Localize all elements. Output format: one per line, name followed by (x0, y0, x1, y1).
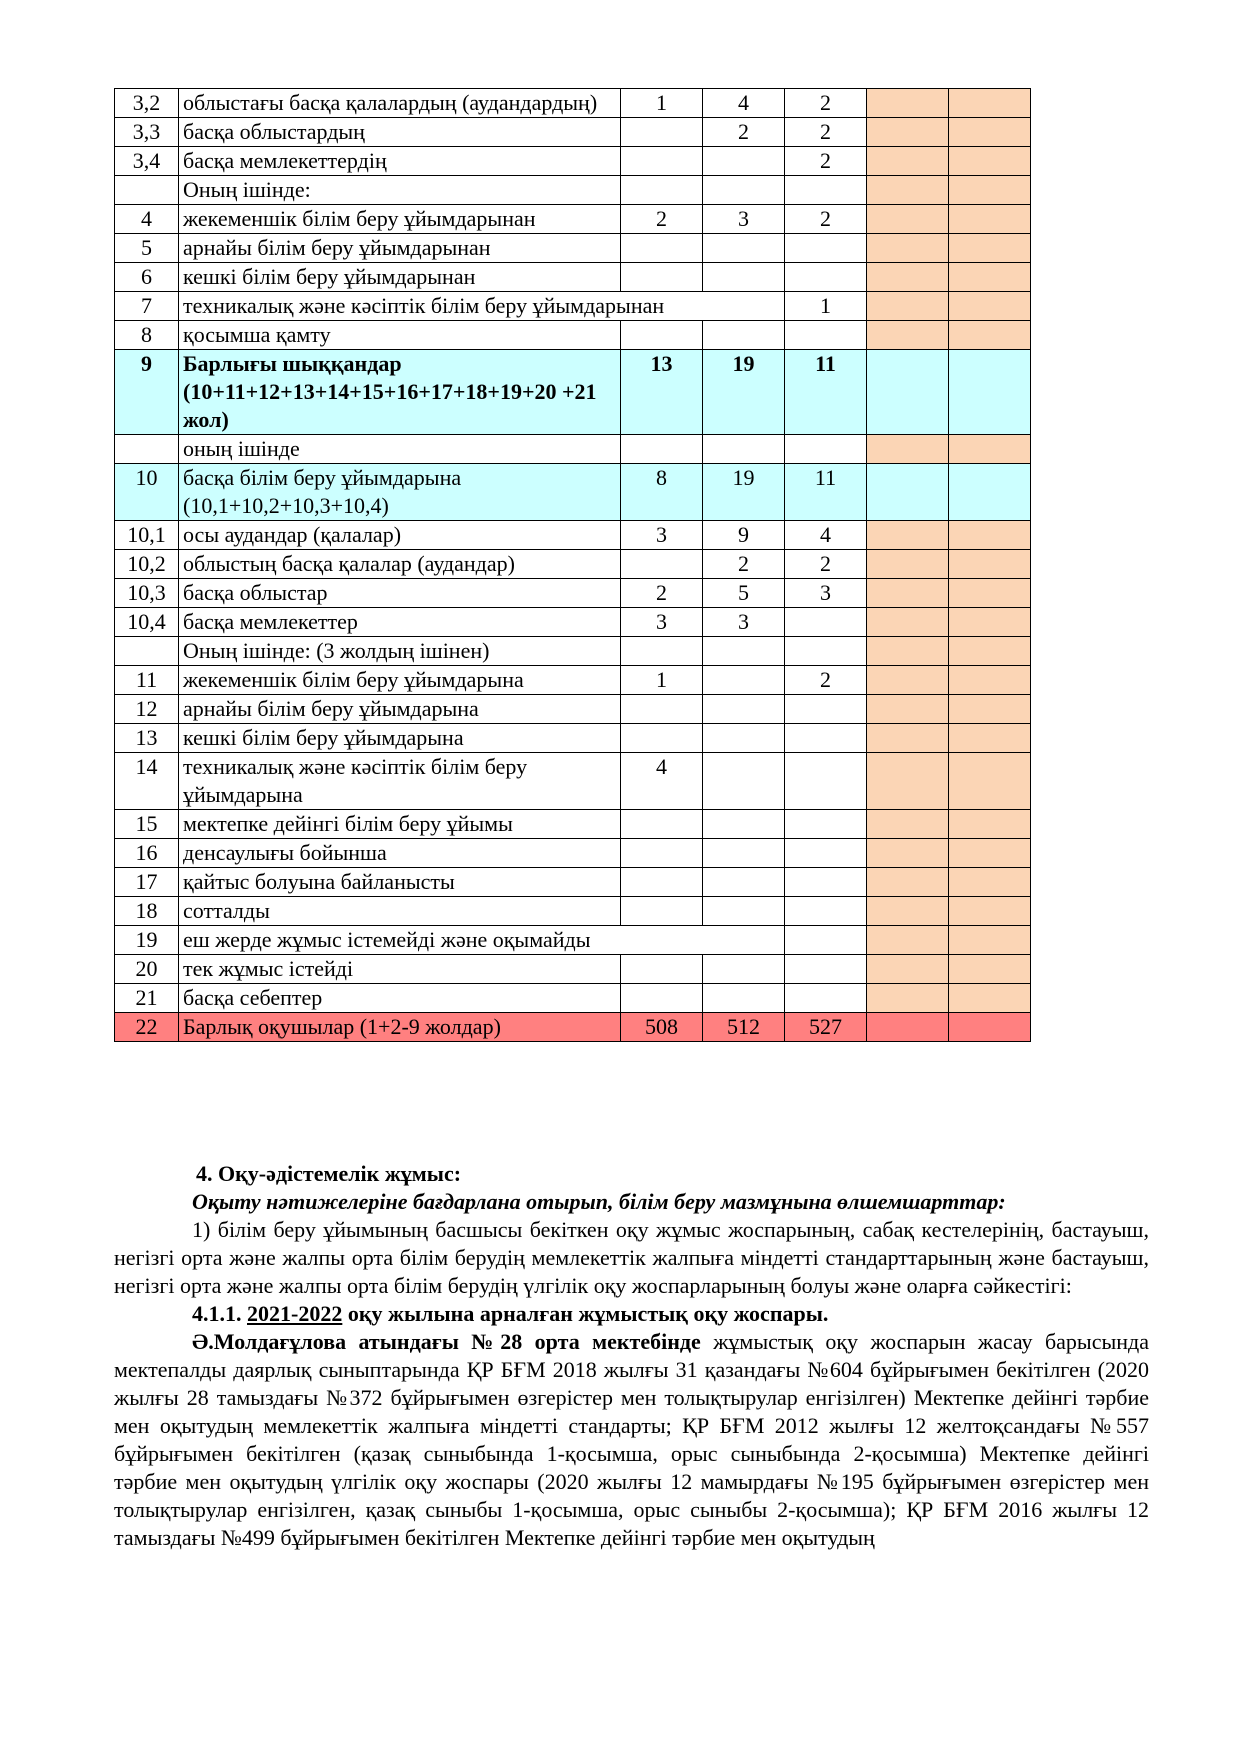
row-number-cell (115, 637, 179, 666)
value-cell-1: 8 (621, 464, 703, 521)
value-cell-3 (785, 897, 867, 926)
table-row (115, 550, 1031, 579)
value-cell-2 (703, 176, 785, 205)
row-number-cell: 11 (115, 666, 179, 695)
extra-cell-1 (867, 753, 949, 810)
value-cell-3 (785, 955, 867, 984)
value-cell-3: 1 (785, 292, 867, 321)
value-cell-2 (703, 810, 785, 839)
table-row (115, 810, 1031, 839)
extra-cell-2 (949, 321, 1031, 350)
table-row (115, 1013, 1031, 1042)
value-cell-3 (785, 321, 867, 350)
extra-cell-1 (867, 292, 949, 321)
extra-cell-2 (949, 897, 1031, 926)
value-cell-1 (621, 955, 703, 984)
section-heading-4: 4. Оқу-әдістемелік жұмыс: (196, 1161, 462, 1186)
extra-cell-2 (949, 926, 1031, 955)
extra-cell-1 (867, 868, 949, 897)
value-cell-2: 9 (703, 521, 785, 550)
value-cell-2 (703, 637, 785, 666)
row-number-cell: 10,3 (115, 579, 179, 608)
row-label-cell: Барлық оқушылар (1+2-9 жолдар) (179, 1013, 621, 1042)
value-cell-2 (703, 984, 785, 1013)
extra-cell-2 (949, 637, 1031, 666)
extra-cell-2 (949, 234, 1031, 263)
extra-cell-2 (949, 810, 1031, 839)
value-cell-2: 5 (703, 579, 785, 608)
extra-cell-2 (949, 579, 1031, 608)
value-cell-1 (621, 321, 703, 350)
extra-cell-2 (949, 435, 1031, 464)
heading-rest: оқу жылына арналған жұмыстық оқу жоспары. (342, 1301, 829, 1326)
value-cell-1 (621, 118, 703, 147)
row-number-cell: 15 (115, 810, 179, 839)
extra-cell-1 (867, 464, 949, 521)
row-label-cell: еш жерде жұмыс істемейді және оқымайды (179, 926, 785, 955)
value-cell-1: 2 (621, 205, 703, 234)
extra-cell-2 (949, 89, 1031, 118)
value-cell-2 (703, 868, 785, 897)
value-cell-2 (703, 234, 785, 263)
row-number-cell (115, 176, 179, 205)
value-cell-1: 508 (621, 1013, 703, 1042)
heading-number: 4.1.1. (192, 1301, 247, 1326)
row-number-cell (115, 435, 179, 464)
row-number-cell: 4 (115, 205, 179, 234)
extra-cell-2 (949, 608, 1031, 637)
extra-cell-2 (949, 464, 1031, 521)
row-number-cell: 6 (115, 263, 179, 292)
row-label-cell: басқа облыстардың (179, 118, 621, 147)
value-cell-1 (621, 637, 703, 666)
value-cell-3 (785, 926, 867, 955)
row-label-cell: жекеменшік білім беру ұйымдарына (179, 666, 621, 695)
value-cell-2 (703, 839, 785, 868)
extra-cell-2 (949, 666, 1031, 695)
table-row (115, 118, 1031, 147)
row-number-cell: 17 (115, 868, 179, 897)
value-cell-1: 1 (621, 89, 703, 118)
row-number-cell: 12 (115, 695, 179, 724)
extra-cell-1 (867, 550, 949, 579)
value-cell-1 (621, 839, 703, 868)
value-cell-3 (785, 637, 867, 666)
extra-cell-1 (867, 321, 949, 350)
value-cell-3 (785, 753, 867, 810)
row-label-cell: Оның ішінде: (3 жолдың ішінен) (179, 637, 621, 666)
table-row (115, 868, 1031, 897)
table-row (115, 839, 1031, 868)
value-cell-2: 3 (703, 205, 785, 234)
value-cell-1 (621, 550, 703, 579)
value-cell-3 (785, 724, 867, 753)
paragraph-2-text: жұмыстық оқу жоспарын жасау барысында мектепалды даярлық сыныптарында ҚР БҒМ 2018 жылғы 31 қазандағы №604 бұйрығымен бекітілген (2020 жылғы 28 тамыздағы №372 бұйрығымен өзгерістер мен толықтырулар енгізілген) Мектепке дейінгі тәрбие мен оқытудың мемлекеттік жалпыға міндетті стандарты; ҚР БҒМ 2012 жылғы 12 желтоқсандағы №557 бұйрығымен бекітілген (қазақ сыныбында 1-қосымша, орыс сыныбында 2-қосымша) Мектепке дейінгі тәрбие мен оқытудың үлгілік оқу жоспары (2020 жылғы 12 мамырдағы №195 бұйрығымен өзгерістер мен толықтырулар енгізілген, қазақ сыныбы 1-қосымша, орыс сыныбы 2-қосымша); ҚР БҒМ 2016 жылғы 12 тамыздағы №499 бұйрығымен бекітілген Мектепке дейінгі тәрбие мен оқытудың (114, 1329, 1149, 1550)
row-label-cell: облыстың басқа қалалар (аудандар) (179, 550, 621, 579)
row-label-cell: басқа мемлекеттердің (179, 147, 621, 176)
extra-cell-2 (949, 839, 1031, 868)
extra-cell-2 (949, 263, 1031, 292)
table-body (115, 89, 1031, 1042)
extra-cell-2 (949, 753, 1031, 810)
value-cell-2: 3 (703, 608, 785, 637)
row-label-cell: басқа мемлекеттер (179, 608, 621, 637)
table-row (115, 926, 1031, 955)
value-cell-2 (703, 666, 785, 695)
extra-cell-2 (949, 955, 1031, 984)
row-number-cell: 22 (115, 1013, 179, 1042)
row-number-cell: 3,4 (115, 147, 179, 176)
row-label-cell: денсаулығы бойынша (179, 839, 621, 868)
table-row (115, 753, 1031, 810)
table-row (115, 666, 1031, 695)
row-label-cell: мектепке дейінгі білім беру ұйымы (179, 810, 621, 839)
row-number-cell: 20 (115, 955, 179, 984)
table-row (115, 608, 1031, 637)
value-cell-3 (785, 868, 867, 897)
value-cell-2: 4 (703, 89, 785, 118)
row-label-cell: қосымша қамту (179, 321, 621, 350)
value-cell-3 (785, 608, 867, 637)
extra-cell-1 (867, 521, 949, 550)
extra-cell-1 (867, 176, 949, 205)
row-number-cell: 18 (115, 897, 179, 926)
table-row (115, 435, 1031, 464)
extra-cell-1 (867, 205, 949, 234)
value-cell-1: 3 (621, 521, 703, 550)
row-number-cell: 19 (115, 926, 179, 955)
row-label-cell: сотталды (179, 897, 621, 926)
table-row (115, 464, 1031, 521)
extra-cell-1 (867, 234, 949, 263)
extra-cell-1 (867, 118, 949, 147)
value-cell-3: 2 (785, 89, 867, 118)
value-cell-3: 11 (785, 350, 867, 435)
table-row (115, 637, 1031, 666)
row-number-cell: 7 (115, 292, 179, 321)
row-label-cell: кешкі білім беру ұйымдарынан (179, 263, 621, 292)
value-cell-1 (621, 984, 703, 1013)
student-movement-table (114, 88, 1031, 1042)
row-number-cell: 8 (115, 321, 179, 350)
row-number-cell: 10,4 (115, 608, 179, 637)
extra-cell-2 (949, 550, 1031, 579)
value-cell-3: 11 (785, 464, 867, 521)
value-cell-3 (785, 839, 867, 868)
extra-cell-2 (949, 176, 1031, 205)
document-text (114, 1160, 1149, 1552)
row-label-cell: жекеменшік білім беру ұйымдарынан (179, 205, 621, 234)
row-number-cell: 14 (115, 753, 179, 810)
table-row (115, 350, 1031, 435)
value-cell-1: 2 (621, 579, 703, 608)
value-cell-1: 4 (621, 753, 703, 810)
row-label-cell: Барлығы шыққандар (10+11+12+13+14+15+16+17+18+19+20 +21 жол) (179, 350, 621, 435)
table-row (115, 321, 1031, 350)
row-label-cell: қайтыс болуына байланысты (179, 868, 621, 897)
row-number-cell: 13 (115, 724, 179, 753)
extra-cell-2 (949, 350, 1031, 435)
row-number-cell: 10,2 (115, 550, 179, 579)
value-cell-3 (785, 234, 867, 263)
extra-cell-1 (867, 608, 949, 637)
value-cell-2 (703, 955, 785, 984)
value-cell-1 (621, 263, 703, 292)
extra-cell-1 (867, 926, 949, 955)
extra-cell-1 (867, 984, 949, 1013)
extra-cell-1 (867, 810, 949, 839)
table-row (115, 205, 1031, 234)
row-number-cell: 10,1 (115, 521, 179, 550)
value-cell-3: 4 (785, 521, 867, 550)
value-cell-3 (785, 263, 867, 292)
extra-cell-2 (949, 695, 1031, 724)
extra-cell-1 (867, 435, 949, 464)
table-row (115, 984, 1031, 1013)
value-cell-3: 527 (785, 1013, 867, 1042)
academic-year: 2021-2022 (247, 1301, 343, 1326)
value-cell-2 (703, 695, 785, 724)
extra-cell-1 (867, 666, 949, 695)
extra-cell-1 (867, 147, 949, 176)
table-row (115, 521, 1031, 550)
row-label-cell: облыстағы басқа қалалардың (аудандардың) (179, 89, 621, 118)
value-cell-2 (703, 147, 785, 176)
value-cell-3: 2 (785, 118, 867, 147)
extra-cell-1 (867, 839, 949, 868)
table-row (115, 897, 1031, 926)
table-row (115, 579, 1031, 608)
value-cell-2: 2 (703, 118, 785, 147)
value-cell-3: 3 (785, 579, 867, 608)
extra-cell-1 (867, 263, 949, 292)
row-label-cell: тек жұмыс істейді (179, 955, 621, 984)
row-label-cell: кешкі білім беру ұйымдарына (179, 724, 621, 753)
row-number-cell: 3,3 (115, 118, 179, 147)
extra-cell-2 (949, 292, 1031, 321)
row-label-cell: осы аудандар (қалалар) (179, 521, 621, 550)
table-row (115, 263, 1031, 292)
table-row (115, 176, 1031, 205)
row-label-cell: басқа білім беру ұйымдарына (10,1+10,2+10,3+10,4) (179, 464, 621, 521)
extra-cell-2 (949, 205, 1031, 234)
table-row (115, 695, 1031, 724)
value-cell-2 (703, 897, 785, 926)
value-cell-3 (785, 176, 867, 205)
row-number-cell: 21 (115, 984, 179, 1013)
value-cell-3: 2 (785, 147, 867, 176)
value-cell-2 (703, 321, 785, 350)
value-cell-1 (621, 234, 703, 263)
criteria-subheading: Оқыту нәтижелеріне бағдарлана отырып, білім беру мазмұнына өлшемшарттар: (192, 1189, 1006, 1214)
paragraph-2 (114, 1328, 1149, 1552)
row-number-cell: 9 (115, 350, 179, 435)
value-cell-1 (621, 695, 703, 724)
value-cell-2 (703, 263, 785, 292)
value-cell-1 (621, 176, 703, 205)
value-cell-1 (621, 724, 703, 753)
school-name: Ә.Молдағұлова атындағы №28 орта мектебінде (192, 1329, 701, 1354)
value-cell-2 (703, 435, 785, 464)
table-row (115, 724, 1031, 753)
extra-cell-1 (867, 637, 949, 666)
table-row (115, 234, 1031, 263)
row-label-cell: басқа себептер (179, 984, 621, 1013)
extra-cell-2 (949, 521, 1031, 550)
value-cell-1 (621, 435, 703, 464)
row-label-cell: арнайы білім беру ұйымдарына (179, 695, 621, 724)
value-cell-3: 2 (785, 205, 867, 234)
value-cell-3: 2 (785, 666, 867, 695)
extra-cell-2 (949, 147, 1031, 176)
value-cell-1 (621, 868, 703, 897)
value-cell-1 (621, 810, 703, 839)
row-number-cell: 16 (115, 839, 179, 868)
extra-cell-2 (949, 868, 1031, 897)
extra-cell-1 (867, 1013, 949, 1042)
value-cell-2: 2 (703, 550, 785, 579)
value-cell-3: 2 (785, 550, 867, 579)
extra-cell-1 (867, 89, 949, 118)
extra-cell-2 (949, 984, 1031, 1013)
row-label-cell: техникалық және кәсіптік білім беру ұйымдарынан (179, 292, 785, 321)
table-row (115, 955, 1031, 984)
extra-cell-1 (867, 724, 949, 753)
extra-cell-2 (949, 724, 1031, 753)
statistics-table-wrapper (114, 88, 1031, 1042)
row-label-cell: техникалық және кәсіптік білім беру ұйымдарына (179, 753, 621, 810)
row-label-cell: арнайы білім беру ұйымдарынан (179, 234, 621, 263)
value-cell-1 (621, 147, 703, 176)
value-cell-3 (785, 435, 867, 464)
extra-cell-1 (867, 350, 949, 435)
value-cell-1 (621, 897, 703, 926)
extra-cell-2 (949, 118, 1031, 147)
value-cell-2: 19 (703, 350, 785, 435)
extra-cell-1 (867, 695, 949, 724)
row-label-cell: басқа облыстар (179, 579, 621, 608)
extra-cell-1 (867, 579, 949, 608)
row-number-cell: 10 (115, 464, 179, 521)
table-row (115, 292, 1031, 321)
section-heading-4-1-1 (114, 1300, 1149, 1328)
value-cell-1: 13 (621, 350, 703, 435)
value-cell-1: 3 (621, 608, 703, 637)
paragraph-1: 1) білім беру ұйымының басшысы бекіткен оқу жұмыс жоспарының, сабақ кестелерінің, бастауыш, негізгі орта және жалпы орта білім берудің мемлекеттік жалпыға міндетті стандарттарының және бастауыш, негізгі орта және жалпы орта білім берудің үлгілік оқу жоспарларының болуы және оларға сәйкестігі: (114, 1217, 1149, 1298)
value-cell-3 (785, 695, 867, 724)
value-cell-2: 19 (703, 464, 785, 521)
value-cell-2: 512 (703, 1013, 785, 1042)
table-row (115, 147, 1031, 176)
table-row (115, 89, 1031, 118)
extra-cell-2 (949, 1013, 1031, 1042)
value-cell-3 (785, 984, 867, 1013)
value-cell-2 (703, 753, 785, 810)
value-cell-1: 1 (621, 666, 703, 695)
row-number-cell: 3,2 (115, 89, 179, 118)
row-label-cell: Оның ішінде: (179, 176, 621, 205)
value-cell-2 (703, 724, 785, 753)
row-number-cell: 5 (115, 234, 179, 263)
value-cell-3 (785, 810, 867, 839)
extra-cell-1 (867, 955, 949, 984)
extra-cell-1 (867, 897, 949, 926)
row-label-cell: оның ішінде (179, 435, 621, 464)
